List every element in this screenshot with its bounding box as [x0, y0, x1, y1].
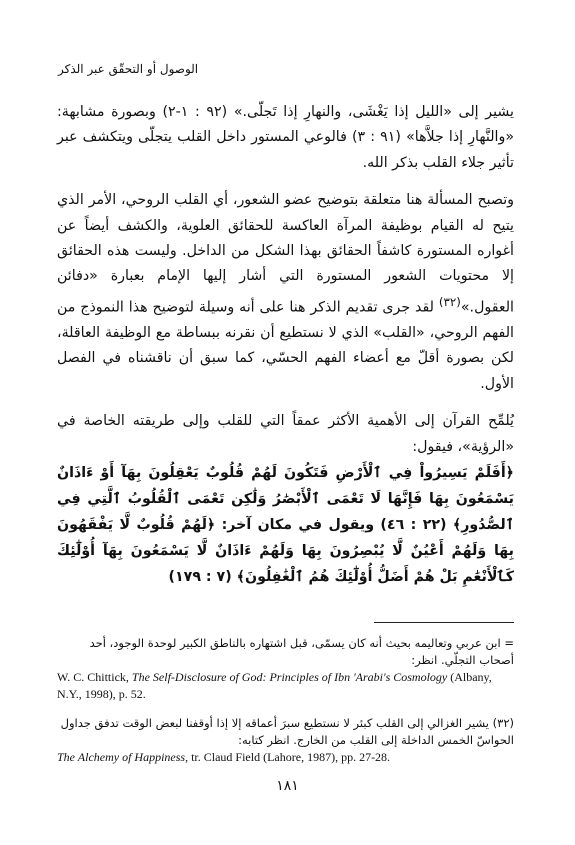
paragraph-gap — [57, 176, 514, 188]
running-header-title: الوصول أو التحقّق عبر الذكر — [58, 62, 199, 76]
footnote-32-arabic: (٣٢) يشير الغزالي إلى القلب كبئر لا نستطيع سبرَ أعماقه إلا إذا أوقفنا لبعض الوقت تدفق جداول الحواسّ الخمس الداخلة إلى القلب من الخارج. انظر كتابه: — [60, 716, 514, 747]
footnote-ref-32: (٣٢) — [438, 294, 461, 309]
footnote-32-citation — [57, 749, 514, 766]
citation-publication: (Albany, N.Y., 1998), p. 52. — [57, 670, 492, 701]
citation-title: The Alchemy of Happiness — [57, 750, 186, 764]
paragraph-2-tail: لقد جرى تقديم الذكر هنا على أنه وسيلة لتوضيح هذا النموذج من الفهم الروحي، «القلب» الذي لا نستطيع أن نقرنه ببساطة مع الوظيفة العاقلة، لكن بصورة أقلّ مع أعضاء الفهم الحسّي، كما سبق أن ناقشناه في الفصل الأول. — [57, 299, 514, 392]
citation-title: The Self-Disclosure of God: Principles of Ibn 'Arabi's Cosmology — [131, 670, 448, 684]
footnotes — [57, 622, 514, 778]
footnote-continued-marker: = — [504, 636, 514, 650]
footnote-continued — [57, 635, 514, 703]
page-number: ١٨١ — [276, 778, 299, 794]
main-text — [57, 100, 514, 590]
footnote-continued-citation — [57, 669, 514, 703]
paragraph-1: يشير إلى «الليل إذا يَغْشَى، والنهارِ إذا تَجلّى.» (٩٢ : ١-٢) وبصورة مشابهة: «والنَّهارِ إذا جلاَّها» (٩١ : ٣) فالوعي المستور داخل القلب يتجلّى ويتكشف عبر تأثير جلاء القلب بذكر الله. — [57, 104, 514, 171]
footnote-continued-arabic: ابن عربي وتعاليمه بحيث أنه كان يسمّى، قبل اشتهاره بالناطق الكبير لوحدة الوجود، أحد أصحاب التجلّي. انظر: — [89, 636, 514, 667]
paragraph-2 — [57, 188, 514, 397]
running-header — [0, 62, 575, 76]
citation-publication: , tr. Claud Field (Lahore, 1987), pp. 27-28. — [185, 750, 391, 764]
paragraph-gap — [57, 397, 514, 409]
citation-author: W. C. Chittick, — [57, 670, 132, 684]
paragraph-3: يُلمِّح القرآن إلى الأهمية الأكثر عمقاً التي للقلب وإلى طريقته الخاصة في «الرؤية»، فيقول: — [57, 413, 514, 455]
quran-quotation: ﴿أَفَلَمْ يَسِيرُواْ فِي ٱلْأَرْضِ فَتَكُونَ لَهُمْ قُلُوبٌ يَعْقِلُونَ بِهَآ أَوْ ءَاذَانٌ يَسْمَعُونَ بِهَا فَإِنَّهَا لَا تَعْمَى ٱلْأَبْصَٰرُ وَلَٰكِن تَعْمَى ٱلْقُلُوبُ ٱلَّتِي فِي ٱلصُّدُورِ﴾ (٢٢ : ٤٦) ويقول في مكان آخر: ﴿لَهُمْ قُلُوبٌ لَّا يَفْقَهُونَ بِهَا وَلَهُمْ أَعْيُنٌ لَّا يُبْصِرُونَ بِهَا وَلَهُمْ ءَاذَانٌ لَّا يَسْمَعُونَ بِهَآ أُوْلَٰٓئِكَ كَٱلْأَنْعَٰمِ بَلْ هُمْ أَضَلُّ أُوْلَٰٓئِكَ هُمُ ٱلْغَٰفِلُونَ﴾ (٧ : ١٧٩) — [57, 465, 515, 586]
footnote-32 — [57, 715, 514, 766]
paragraph-2-main: وتصبح المسألة هنا متعلقة بتوضيح عضو الشعور، أي القلب الروحي، الأمر الذي يتيح له القيام بوظيفة المرآة العاكسة للحقائق العلوية، والكشف أيضاً عن أغواره المستورة كاشفاً الحقائق بهذا الشكل من الداخل. وليست هذه الحقائق إلا محتويات الشعور المستورة التي أشار إليها الإمام بعبارة «دفائن العقول.» — [57, 192, 514, 316]
footnote-rule — [374, 622, 514, 623]
